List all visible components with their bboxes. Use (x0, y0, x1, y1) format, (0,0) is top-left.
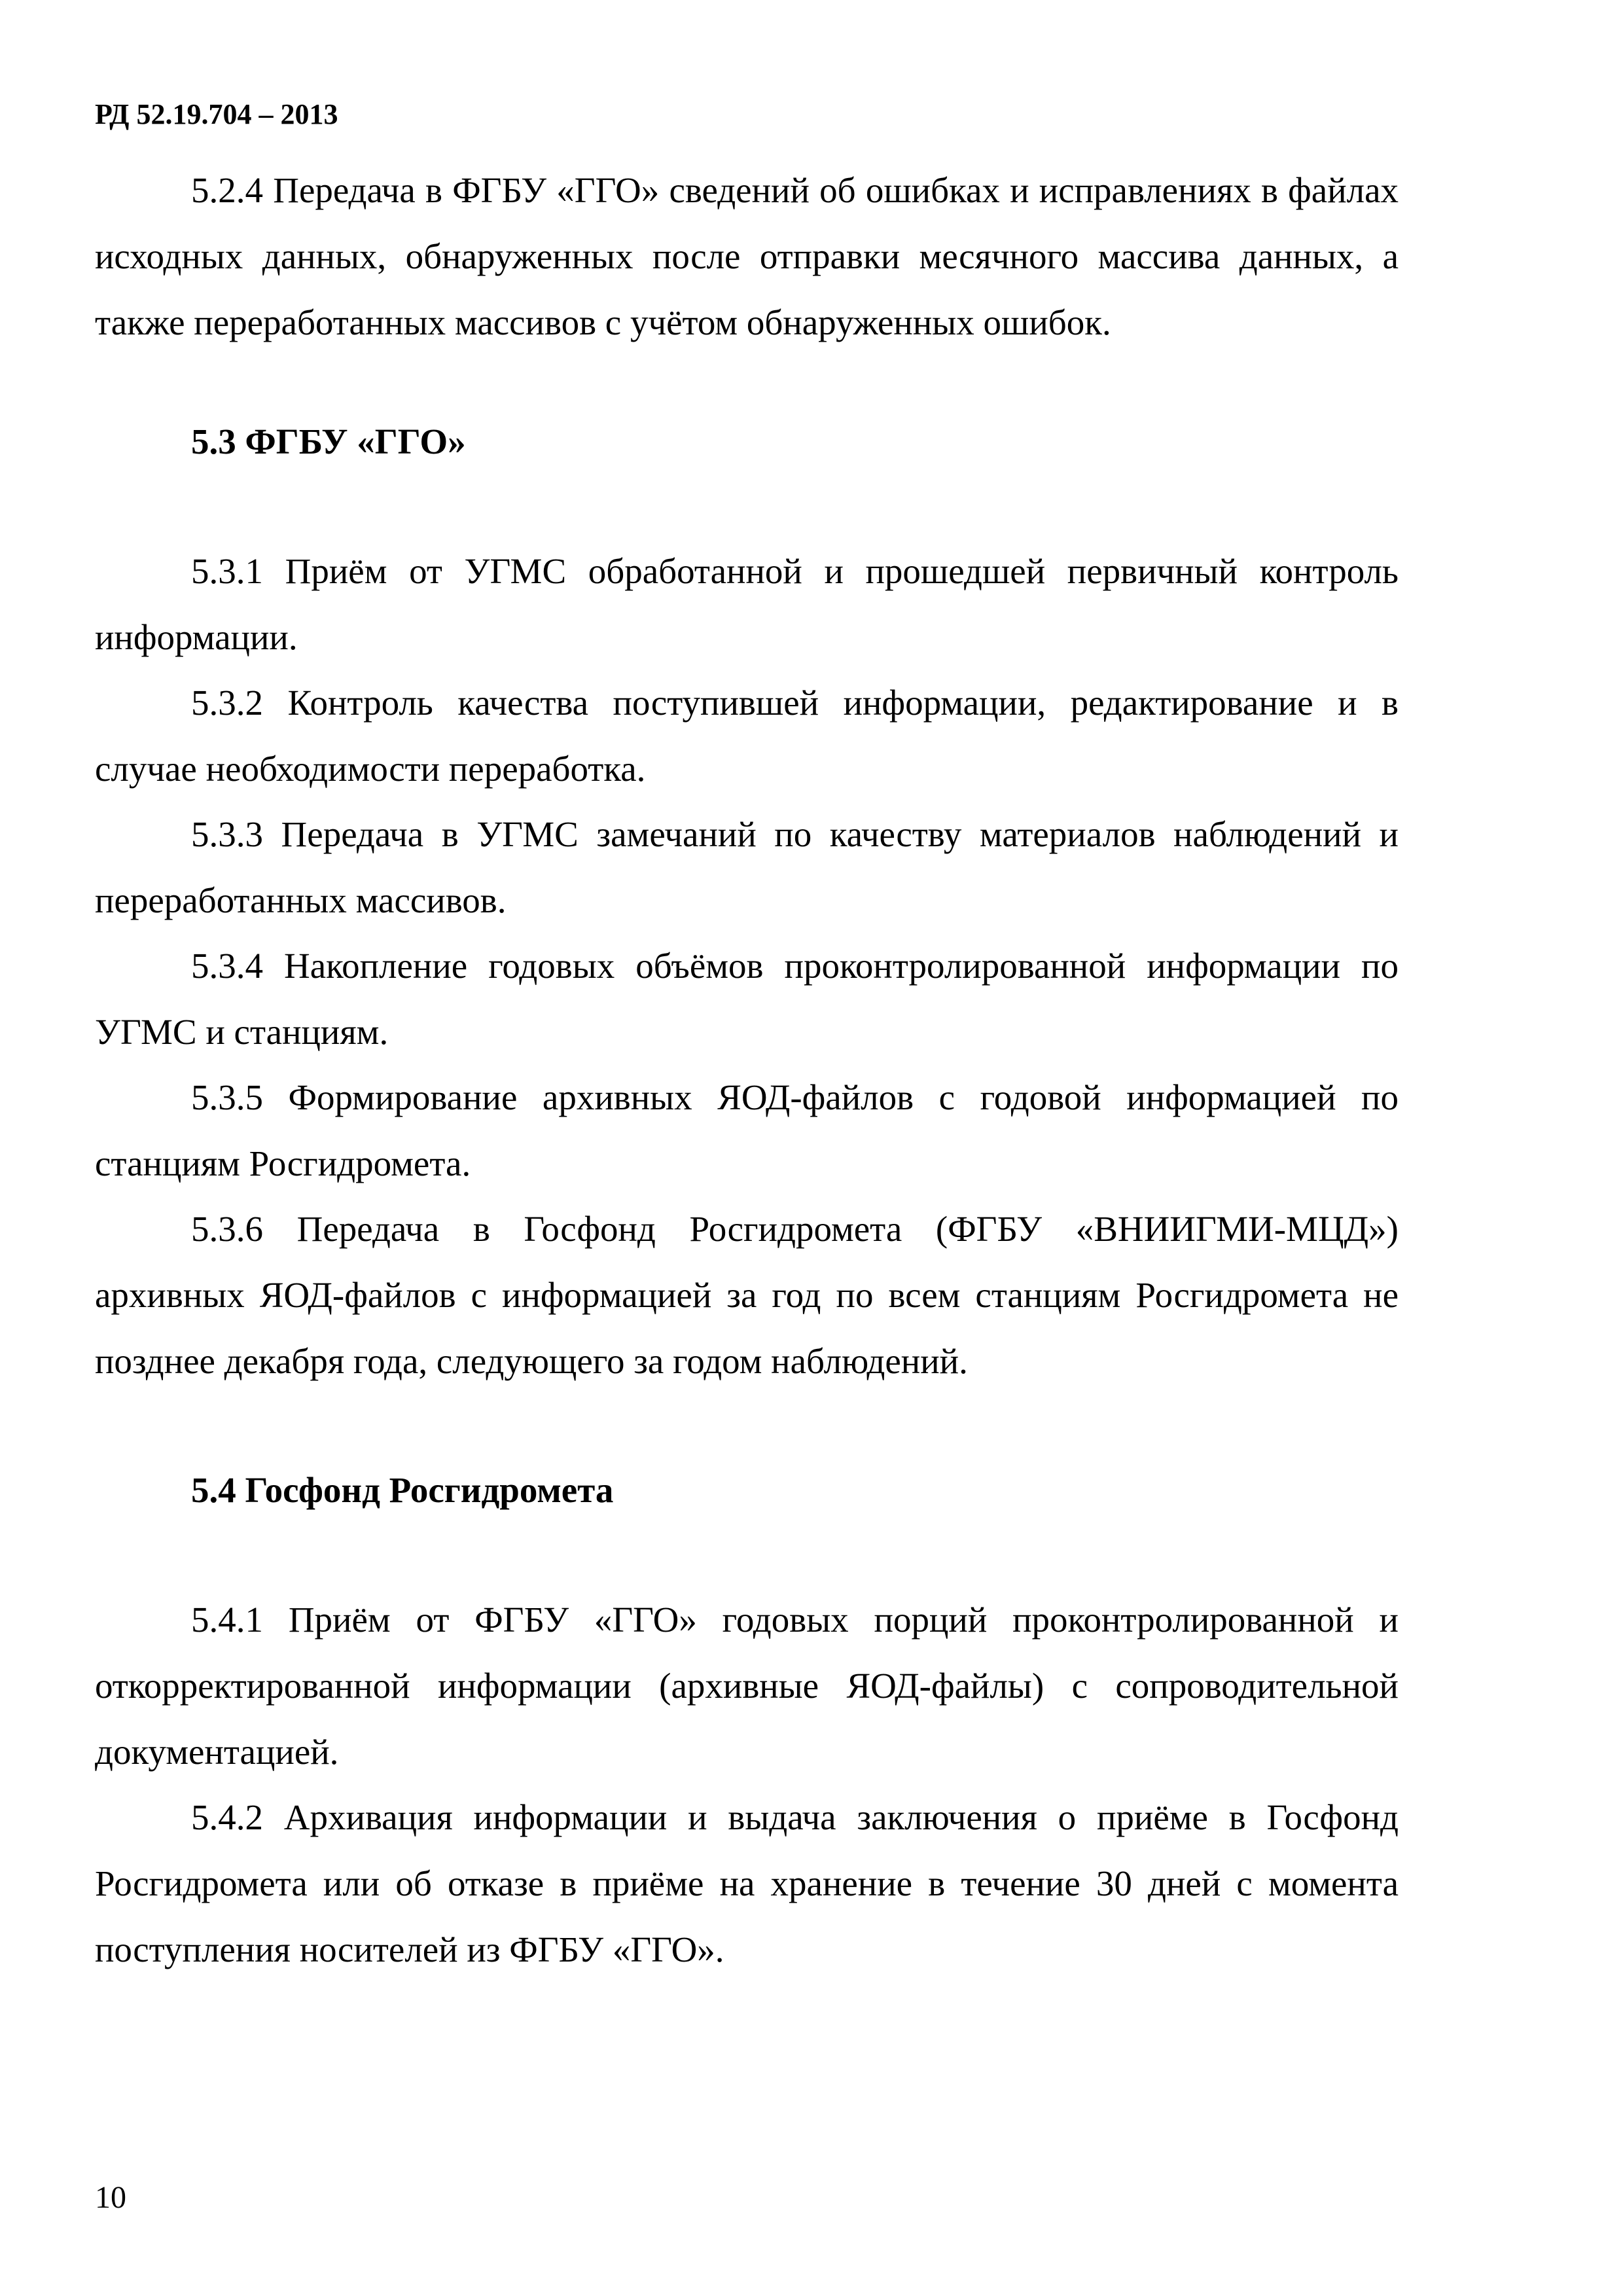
paragraph-5-4-2: 5.4.2 Архивация информации и выдача заключения о приёме в Госфонд Росгидромета или об отказе в приёме на хранение в течение 30 дней с момента поступления носителей из ФГБУ «ГГО». (95, 1797, 1399, 1969)
paragraph-5-3-6: 5.3.6 Передача в Госфонд Росгидромета (ФГБУ «ВНИИГМИ-МЦД») архивных ЯОД-файлов с информацией за год по всем станциям Росгидромета не позднее декабря года, следующего за годом наблюдений. (95, 1209, 1399, 1381)
paragraph-5-3-5: 5.3.5 Формирование архивных ЯОД-файлов с годовой информацией по станциям Росгидромета. (95, 1077, 1399, 1183)
paragraph-5-2-4: 5.2.4 Передача в ФГБУ «ГГО» сведений об ошибках и исправлениях в файлах исходных данных, обнаруженных после отправки месячного массива данных, а также переработанных массивов с учётом обнаруженных ошибок. (95, 170, 1399, 342)
section-heading-5-3: 5.3 ФГБУ «ГГО» (191, 422, 466, 461)
paragraph-5-3-3: 5.3.3 Передача в УГМС замечаний по качеству материалов наблюдений и переработанных массивов. (95, 814, 1399, 920)
paragraph-5-3-4: 5.3.4 Накопление годовых объёмов проконтролированной информации по УГМС и станциям. (95, 946, 1399, 1052)
paragraph-5-3-1: 5.3.1 Приём от УГМС обработанной и прошедшей первичный контроль информации. (95, 551, 1399, 657)
paragraph-5-4-1: 5.4.1 Приём от ФГБУ «ГГО» годовых порций проконтролированной и откорректированной информации (архивные ЯОД-файлы) с сопроводительной документацией. (95, 1600, 1399, 1772)
section-heading-5-4: 5.4 Госфонд Росгидромета (191, 1470, 614, 1510)
document-code: РД 52.19.704 – 2013 (95, 98, 338, 130)
paragraph-5-3-2: 5.3.2 Контроль качества поступившей информации, редактирование и в случае необходимости переработка. (95, 683, 1399, 789)
page-number: 10 (95, 2180, 126, 2215)
